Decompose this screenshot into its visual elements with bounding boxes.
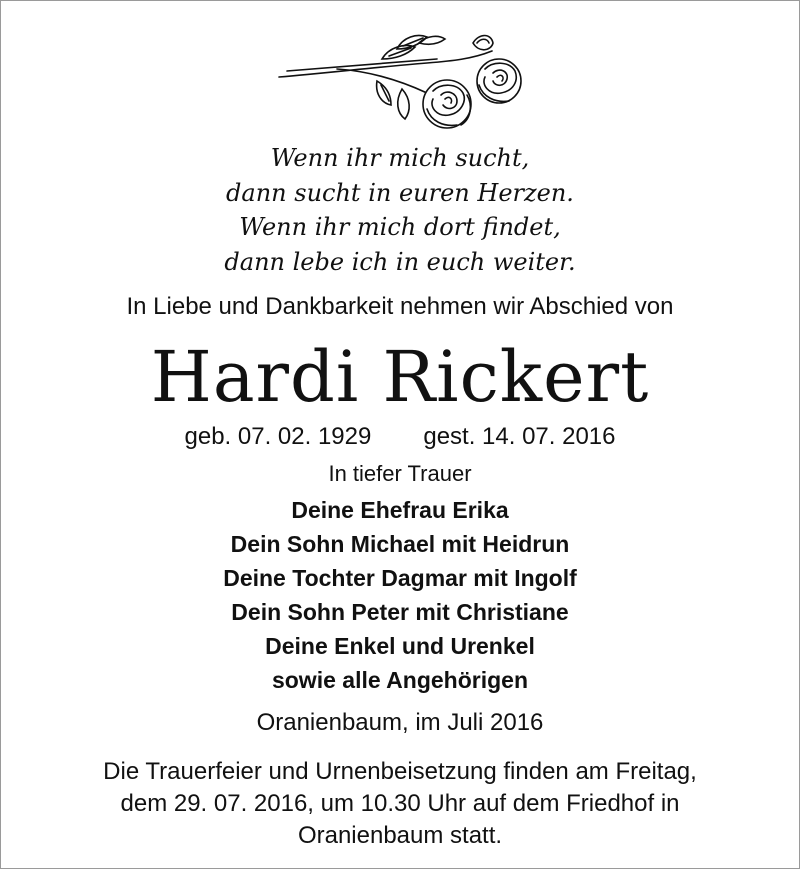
verse-line: dann lebe ich in euch weiter. — [224, 247, 576, 276]
verse-line: dann sucht in euren Herzen. — [226, 178, 574, 207]
verse-line: Wenn ihr mich dort findet, — [239, 213, 561, 241]
verse-line: Wenn ihr mich sucht, — [270, 144, 530, 172]
place-and-date: Oranienbaum, im Juli 2016 — [256, 709, 544, 736]
mourner-line: Deine Enkel und Urenkel — [265, 633, 535, 659]
deceased-name: Hardi Rickert — [150, 336, 650, 418]
mourner-line: Dein Sohn Michael mit Heidrun — [230, 531, 570, 557]
rose-icon — [277, 29, 527, 137]
ceremony-line: dem 29. 07. 2016, um 10.30 Uhr auf dem Friedhof in — [120, 790, 680, 817]
mourner-line: sowie alle Angehörigen — [271, 667, 529, 693]
ceremony-line: Die Trauerfeier und Urnenbeisetzung finden am Freitag, — [103, 758, 697, 785]
life-dates — [1, 421, 799, 453]
birth-date: geb. 07. 02. 1929 — [184, 423, 372, 450]
mourner-line: Deine Tochter Dagmar mit Ingolf — [223, 565, 577, 591]
ceremony-info — [1, 756, 799, 852]
mourner-line: Deine Ehefrau Erika — [291, 497, 509, 523]
memorial-verse — [1, 141, 799, 279]
death-date: gest. 14. 07. 2016 — [423, 423, 616, 450]
mourning-intro: In tiefer Trauer — [328, 461, 472, 486]
farewell-intro: In Liebe und Dankbarkeit nehmen wir Abschied von — [126, 293, 674, 320]
mourners-list — [1, 493, 799, 697]
mourner-line: Dein Sohn Peter mit Christiane — [231, 599, 569, 625]
ceremony-line: Oranienbaum statt. — [297, 822, 503, 849]
